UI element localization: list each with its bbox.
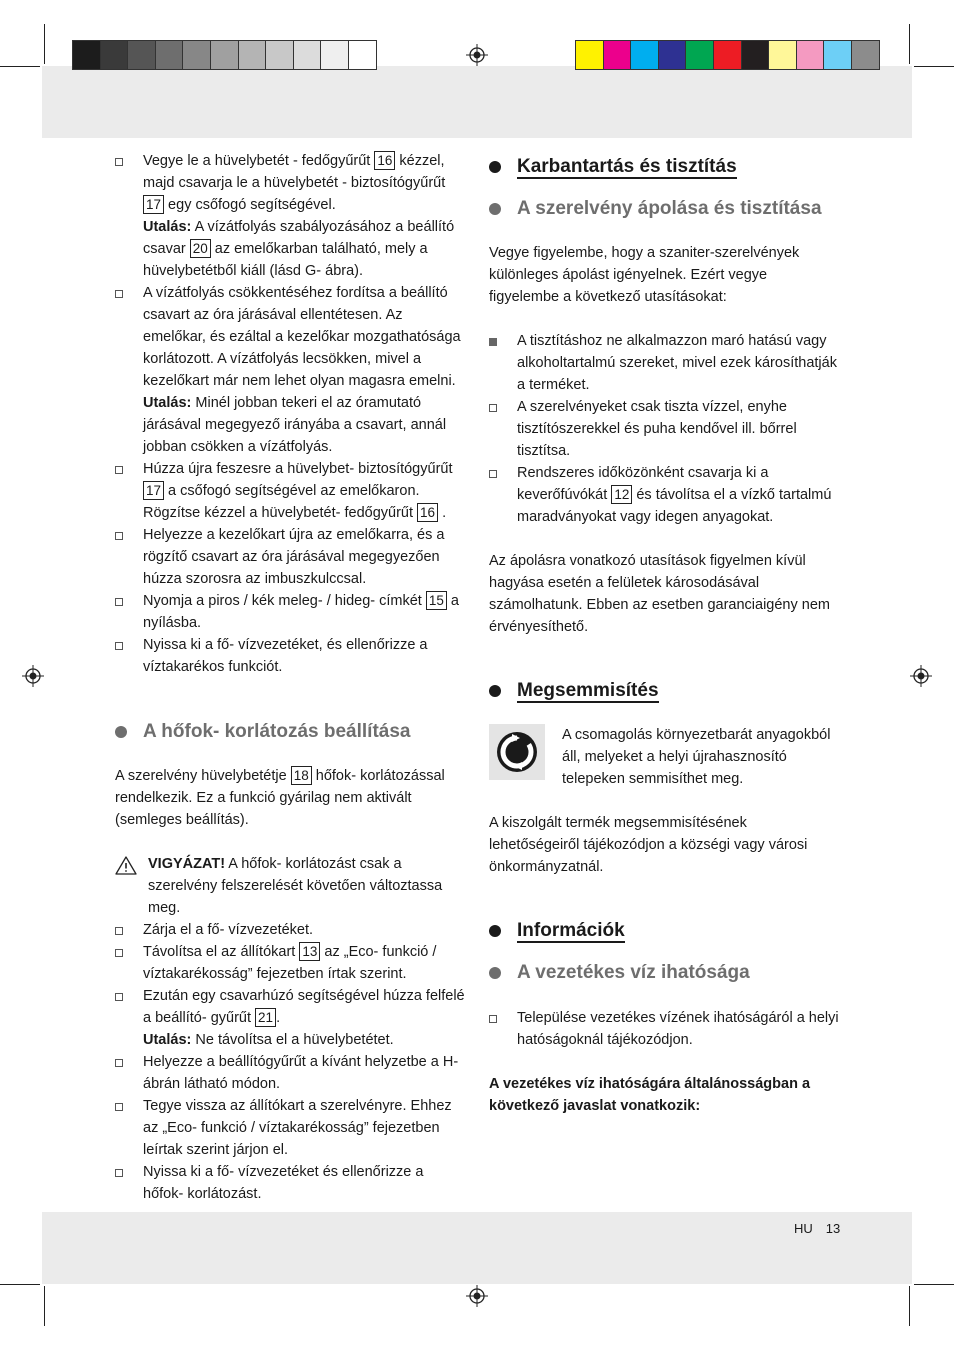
list-item: A tisztításhoz ne alkalmazzon maró hatású vagy alkoholtartalmú szereket, mivel ezek károsíthatják a terméket. [489,330,841,396]
part-number: 21 [255,1008,276,1027]
checkbox-bullet-icon [115,532,123,540]
section-heading: A hőfok- korlátozás beállítása [115,721,467,743]
paragraph-bold: A vezetékes víz ihatóságára általánosságban a következő javaslat vonatkozik: [489,1076,811,1114]
color-swatch [852,41,879,69]
paragraph: A szerelvény hüvelybetétje 18 hőfok- korlátozással rendelkezik. Ez a funkció gyárilag nem aktivált (semleges beállítás). [115,768,445,828]
color-swatch [101,41,129,69]
color-swatch [797,41,825,69]
crop-mark [909,24,910,64]
crop-mark [909,1286,910,1326]
list-item: Nyissa ki a fő- vízvezetéket, és ellenőrizze a víztakarékos funkciót. [115,634,467,678]
part-number: 13 [299,942,320,961]
section-heading: Karbantartás és tisztítás [489,156,841,178]
subsection-heading: A vezetékes víz ihatósága [489,962,841,984]
color-swatch [604,41,632,69]
footer-band [42,1212,912,1284]
crop-mark [914,1284,954,1285]
checkbox-bullet-icon [115,466,123,474]
left-column [115,150,467,1205]
note: Utalás: Ne távolítsa el a hüvelybetétet. [143,1032,394,1048]
color-swatch [321,41,349,69]
color-swatch [128,41,156,69]
grayscale-color-strip [72,40,377,70]
list-item: A szerelvényeket csak tiszta vízzel, enyhe tisztítószerekkel és puha kendővel ill. bőrrel tisztítsa. [489,396,841,462]
list-item: Távolítsa el az állítókart 13 az „Eco- funkció / víztakarékosság” fejezetben írtak szerint. [115,941,467,985]
crop-mark [914,66,954,67]
list-item: Helyezze a beállítógyűrűt a kívánt helyzetbe a H- ábrán látható módon. [115,1051,467,1095]
registration-mark-icon [466,44,488,66]
color-swatch [183,41,211,69]
part-number: 12 [611,485,632,504]
section-heading: Információk [489,920,841,942]
color-swatch [156,41,184,69]
list-item: Ezután egy csavarhúzó segítségével húzza felfelé a beállító- gyűrűt 21 . [115,985,467,1029]
registration-mark-icon [22,665,44,687]
recycle-block [489,724,841,790]
paragraph: Az ápolásra vonatkozó utasítások figyelmen kívül hagyása esetén a felületek károsodásával számolhatunk. Ebben az esetben garanciaigény nem érvényesíthető. [489,553,830,635]
page-number: 13 [825,1221,841,1236]
list-item: Vegye le a hüvelybetét - fedőgyűrűt 16 kézzel, majd csavarja le a hüvelybetét - biztosítógyűrűt 17 egy csőfogó segítségével. [115,150,467,216]
color-swatch [824,41,852,69]
header-band [42,66,912,138]
crop-mark [0,1284,40,1285]
part-number: 16 [417,503,438,522]
checkbox-bullet-icon [115,1169,123,1177]
checkbox-bullet-icon [115,949,123,957]
page-footer [794,1221,840,1236]
part-number: 18 [291,766,312,785]
checkbox-bullet-icon [115,993,123,1001]
section-heading: Megsemmisítés [489,680,841,702]
registration-mark-icon [910,665,932,687]
checkbox-bullet-icon [115,290,123,298]
bullet-dot-icon [489,685,501,697]
crop-mark [44,1286,45,1326]
checkbox-bullet-icon [115,158,123,166]
warning-triangle-icon [115,856,137,875]
bullet-dot-icon [489,203,501,215]
note: Utalás: A vízátfolyás szabályozásához a beállító csavar 20 az emelőkarban található, mely a hüvelybetétből kiáll (lásd G- ábra). [143,219,455,279]
color-swatch [294,41,322,69]
note: Utalás: Minél jobban tekeri el az óramutató járásával megegyező irányába a csavart, annál jobban csökken a vízátfolyás. [143,395,447,455]
color-swatch [769,41,797,69]
square-bullet-icon [489,338,497,346]
color-swatch [714,41,742,69]
recycle-logo [489,724,545,780]
right-column [489,150,841,1117]
color-swatch [211,41,239,69]
color-swatch [659,41,687,69]
checkbox-bullet-icon [489,470,497,478]
checkbox-bullet-icon [489,404,497,412]
language-code: HU [794,1221,813,1236]
list-item: Zárja el a fő- vízvezetéket. [115,919,467,941]
process-color-strip [575,40,880,70]
list-item: Nyomja a piros / kék meleg- / hideg- címkét 15 a nyílásba. [115,590,467,634]
registration-mark-icon [466,1285,488,1307]
crop-mark [0,66,40,67]
color-swatch [239,41,267,69]
color-swatch [631,41,659,69]
bullet-dot-icon [489,161,501,173]
bullet-dot-icon [489,967,501,979]
bullet-dot-icon [115,726,127,738]
subsection-heading: A szerelvény ápolása és tisztítása [489,198,841,220]
list-item: Nyissa ki a fő- vízvezetéket és ellenőrizze a hőfok- korlátozást. [115,1161,467,1205]
list-item: A vízátfolyás csökkentéséhez fordítsa a beállító csavart az óra járásával ellentétesen. Az emelőkar, és ezáltal a kezelőkar mozgathatósága korlátozott. A vízátfolyás lecsökken, mivel a kezelőkart már nem lehet olyan magasra emelni. [115,282,467,392]
warning: VIGYÁZAT! A hőfok- korlátozást csak a szerelvény felszerelését követően változtassa meg. [115,853,467,919]
checkbox-bullet-icon [115,1103,123,1111]
color-swatch [742,41,770,69]
bullet-dot-icon [489,925,501,937]
paragraph: A kiszolgált termék megsemmisítésének lehetőségeiről tájékozódjon a községi vagy városi önkormányzatnál. [489,815,808,875]
color-swatch [686,41,714,69]
crop-mark [44,24,45,64]
part-number: 17 [143,195,164,214]
checkbox-bullet-icon [115,1059,123,1067]
part-number: 16 [374,151,395,170]
part-number: 20 [190,239,211,258]
color-swatch [349,41,376,69]
color-swatch [73,41,101,69]
checkbox-bullet-icon [489,1015,497,1023]
green-dot-recycle-icon [495,730,539,774]
checkbox-bullet-icon [115,598,123,606]
list-item: Rendszeres időközönként csavarja ki a keverőfúvókát 12 és távolítsa el a vízkő tartalmú maradványokat vagy idegen anyagokat. [489,462,841,528]
color-swatch [266,41,294,69]
list-item: Húzza újra feszesre a hüvelybet- biztosítógyűrűt 17 a csőfogó segítségével az emelőkaron. Rögzítse kézzel a hüvelybetét- fedőgyűrűt 16 . [115,458,467,524]
paragraph: A csomagolás környezetbarát anyagokból áll, melyeket a helyi újrahasznosító telepeken semmisíthet meg. [562,727,831,787]
color-swatch [576,41,604,69]
list-item: Helyezze a kezelőkart újra az emelőkarra, és a rögzítő csavart az óra járásával megegyezően húzza szorosra az imbuszkulccsal. [115,524,467,590]
checkbox-bullet-icon [115,927,123,935]
checkbox-bullet-icon [115,642,123,650]
list-item: Tegye vissza az állítókart a szerelvényre. Ehhez az „Eco- funkció / víztakarékosság” fejezetben leírtak szerint járjon el. [115,1095,467,1161]
part-number: 17 [143,481,164,500]
part-number: 15 [426,591,447,610]
list-item: Települése vezetékes vízének ihatóságáról a helyi hatóságoknál tájékozódjon. [489,1007,841,1051]
paragraph: Vegye figyelembe, hogy a szaniter-szerelvények különleges ápolást igényelnek. Ezért vegye figyelembe a következő utasításokat: [489,245,800,305]
